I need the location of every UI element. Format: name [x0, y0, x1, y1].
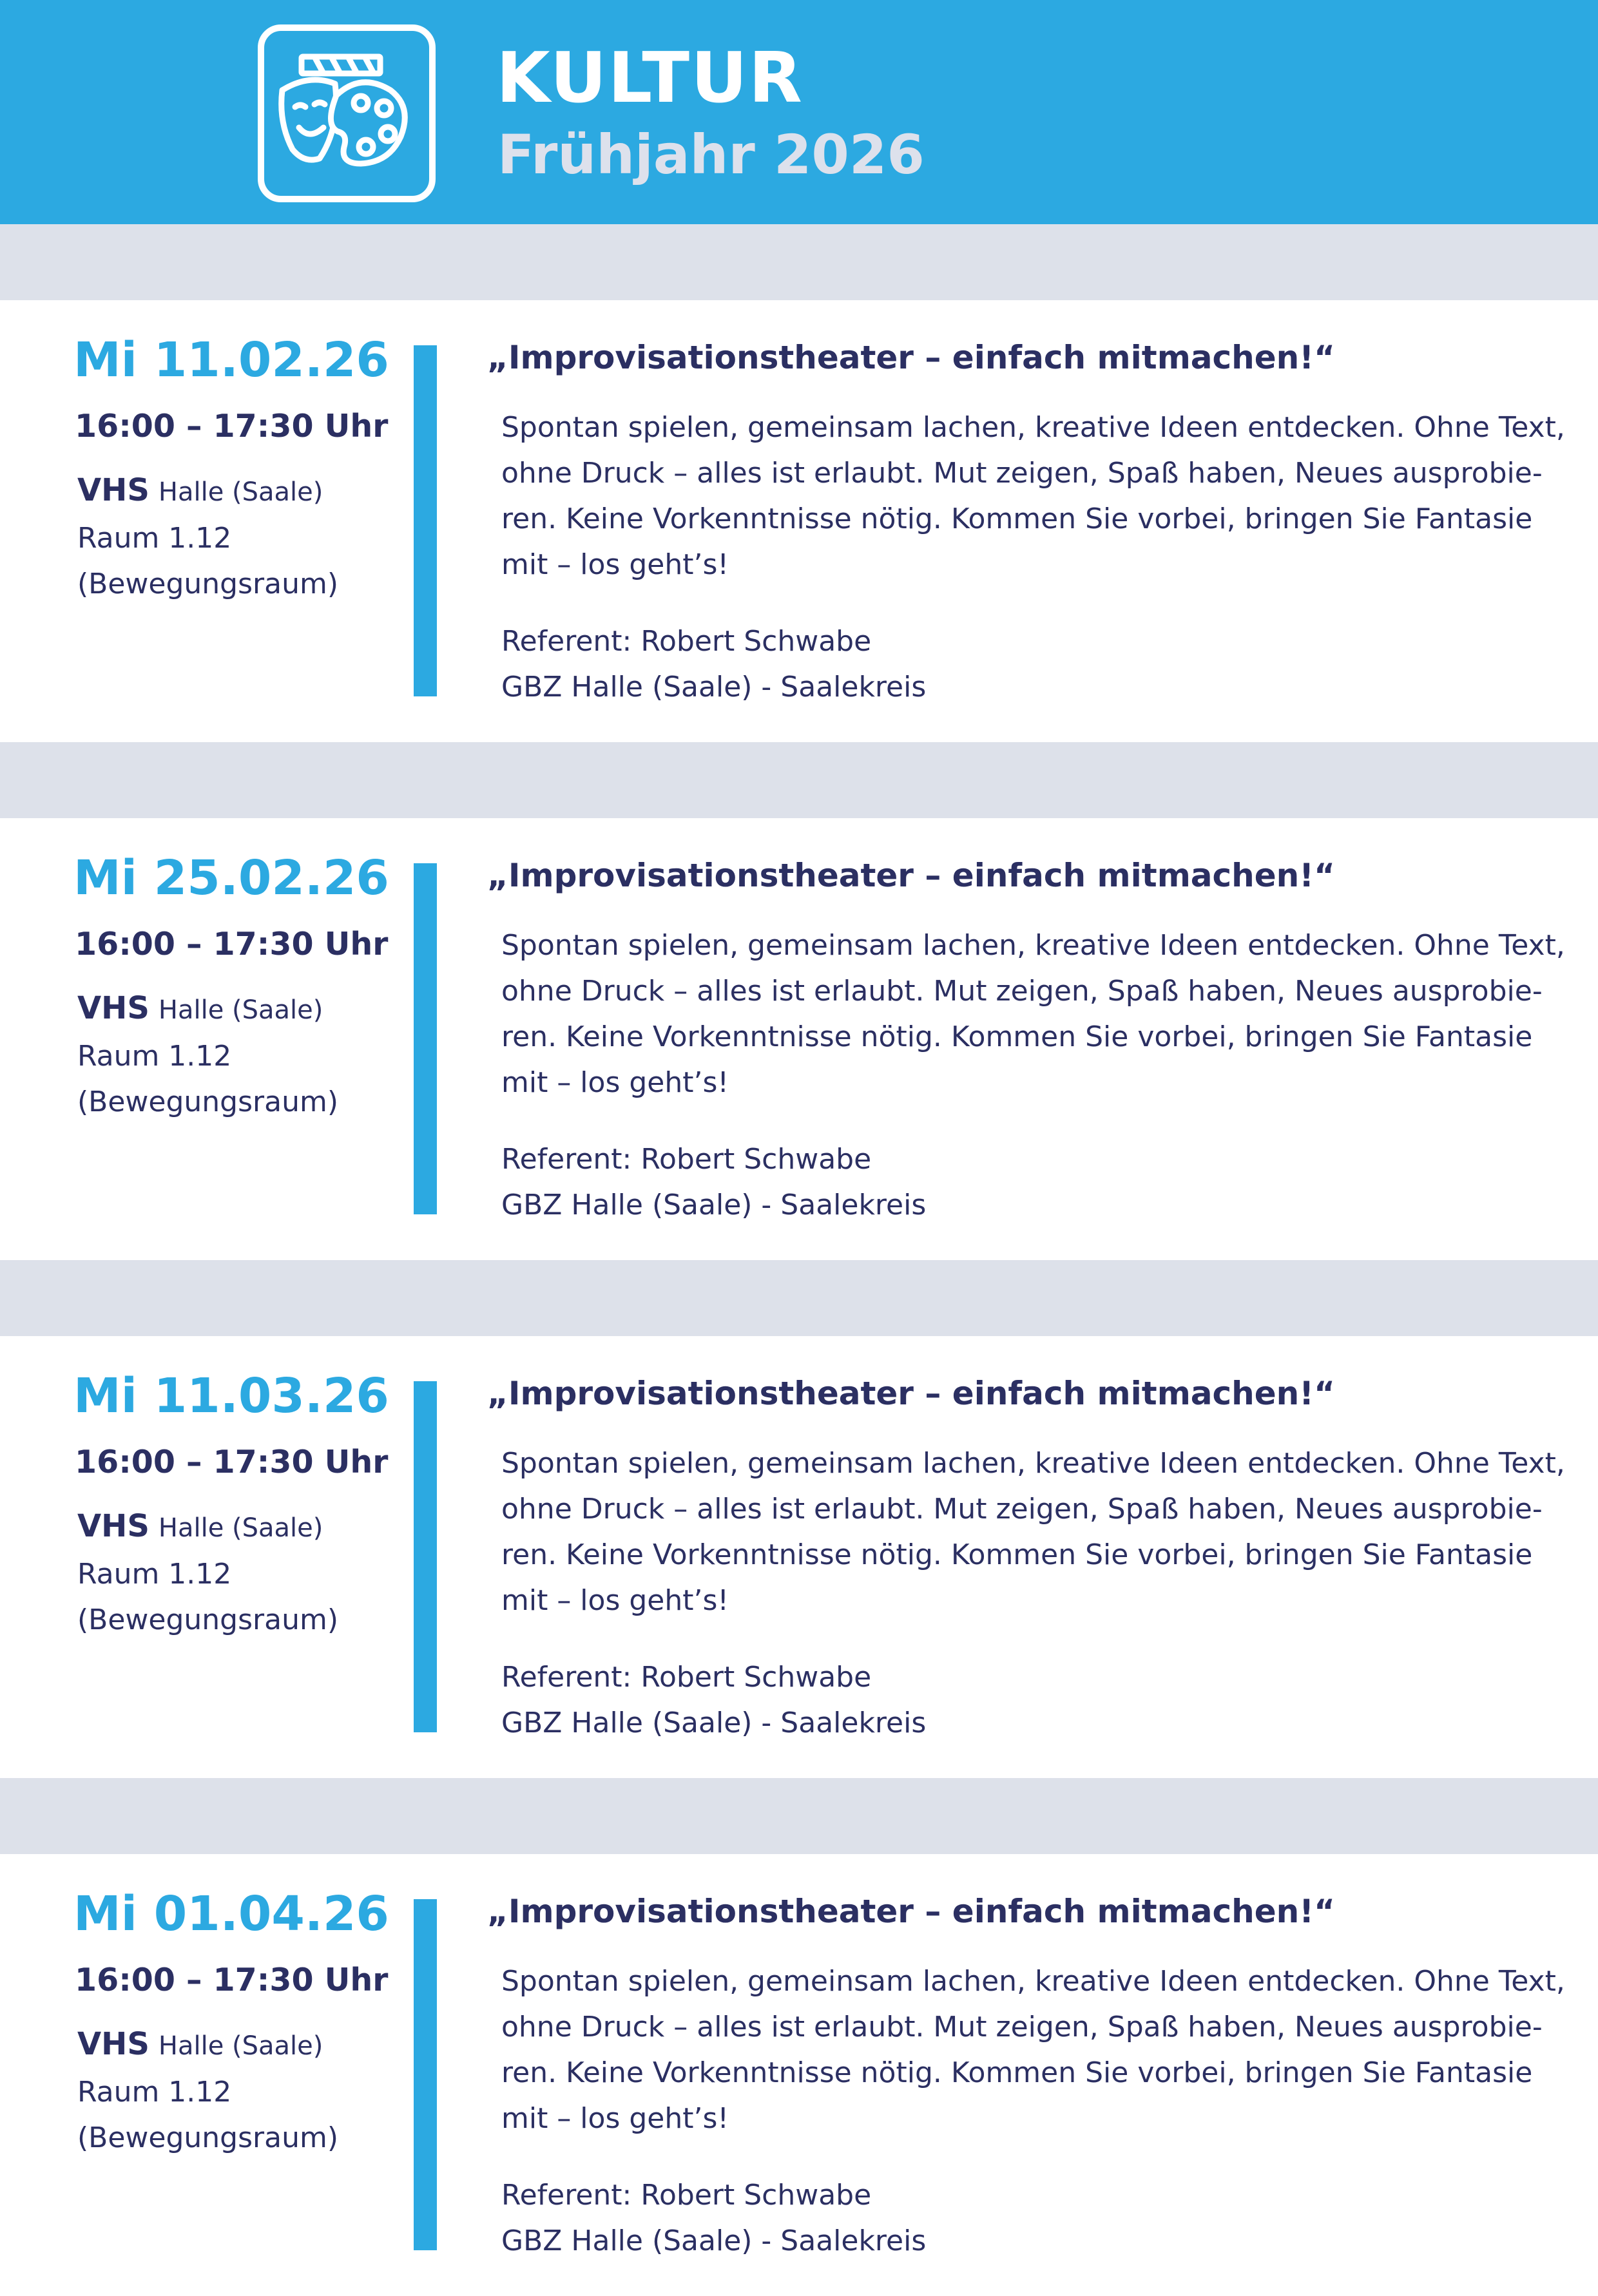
event-title: „Improvisationstheater – einfach mitmachen!“: [487, 1893, 1335, 1930]
event-referent: Referent: Robert Schwabe: [501, 625, 872, 658]
description-line: ohne Druck – alles ist erlaubt. Mut zeigen, Spaß haben, Neues ausprobie-: [501, 457, 1543, 490]
event-title: „Improvisationstheater – einfach mitmachen!“: [487, 857, 1335, 894]
event-credits: [501, 1136, 926, 1228]
location-org: VHS: [77, 990, 149, 1026]
event-time: 16:00 – 17:30 Uhr: [75, 408, 389, 445]
description-line: ren. Keine Vorkenntnisse nötig. Kommen Sie vorbei, bringen Sie Fantasie: [501, 1020, 1533, 1053]
event-credits: [501, 1654, 926, 1746]
theater-masks-palette-icon: [264, 31, 429, 196]
location-room-name: (Bewegungsraum): [77, 2121, 339, 2154]
description-line: ren. Keine Vorkenntnisse nötig. Kommen Sie vorbei, bringen Sie Fantasie: [501, 502, 1533, 535]
event-description: [501, 1440, 1565, 1623]
location-room: Raum 1.12: [77, 2076, 232, 2109]
location-city: Halle (Saale): [158, 995, 323, 1025]
event-location: [77, 986, 338, 1125]
event-date: Mi 11.03.26: [73, 1368, 389, 1424]
description-line: ren. Keine Vorkenntnisse nötig. Kommen Sie vorbei, bringen Sie Fantasie: [501, 1538, 1533, 1571]
page-subtitle: Frühjahr 2026: [497, 123, 925, 186]
event-date: Mi 25.02.26: [73, 850, 389, 906]
accent-bar: [414, 1381, 437, 1732]
description-line: mit – los geht’s!: [501, 1066, 729, 1099]
event-card: [0, 1336, 1598, 1778]
location-city: Halle (Saale): [158, 477, 323, 507]
page-title: KULTUR: [496, 38, 804, 119]
event-credits: [501, 2172, 926, 2264]
event-referent: Referent: Robert Schwabe: [501, 2179, 872, 2212]
page-header: [0, 0, 1598, 224]
section-divider: [0, 1260, 1598, 1336]
event-location: [77, 1504, 338, 1643]
location-city: Halle (Saale): [158, 1513, 323, 1543]
description-line: Spontan spielen, gemeinsam lachen, kreative Ideen entdecken. Ohne Text,: [501, 929, 1565, 962]
description-line: Spontan spielen, gemeinsam lachen, kreative Ideen entdecken. Ohne Text,: [501, 1447, 1565, 1480]
event-time: 16:00 – 17:30 Uhr: [75, 1444, 389, 1480]
description-line: ohne Druck – alles ist erlaubt. Mut zeigen, Spaß haben, Neues ausprobie-: [501, 975, 1543, 1008]
event-credits: [501, 618, 926, 710]
location-room: Raum 1.12: [77, 1558, 232, 1591]
accent-bar: [414, 863, 437, 1214]
event-description: [501, 1958, 1565, 2141]
event-organizer: GBZ Halle (Saale) - Saalekreis: [501, 2224, 927, 2257]
description-line: mit – los geht’s!: [501, 1584, 729, 1617]
event-title: „Improvisationstheater – einfach mitmachen!“: [487, 1375, 1335, 1412]
section-divider: [0, 1778, 1598, 1854]
event-time: 16:00 – 17:30 Uhr: [75, 926, 389, 962]
event-location: [77, 468, 338, 607]
event-referent: Referent: Robert Schwabe: [501, 1661, 872, 1694]
event-referent: Referent: Robert Schwabe: [501, 1143, 872, 1176]
description-line: Spontan spielen, gemeinsam lachen, kreative Ideen entdecken. Ohne Text,: [501, 411, 1565, 444]
event-card: [0, 1854, 1598, 2296]
description-line: ohne Druck – alles ist erlaubt. Mut zeigen, Spaß haben, Neues ausprobie-: [501, 1493, 1543, 1526]
section-divider: [0, 224, 1598, 300]
event-organizer: GBZ Halle (Saale) - Saalekreis: [501, 671, 927, 703]
location-org: VHS: [77, 2026, 149, 2062]
event-description: [501, 923, 1565, 1105]
kultur-logo: [258, 24, 436, 202]
event-description: [501, 405, 1565, 588]
accent-bar: [414, 1899, 437, 2250]
event-location: [77, 2022, 338, 2161]
location-room: Raum 1.12: [77, 522, 232, 555]
event-date: Mi 01.04.26: [73, 1886, 389, 1942]
location-city: Halle (Saale): [158, 2031, 323, 2061]
event-card: [0, 300, 1598, 742]
description-line: Spontan spielen, gemeinsam lachen, kreative Ideen entdecken. Ohne Text,: [501, 1965, 1565, 1998]
description-line: ohne Druck – alles ist erlaubt. Mut zeigen, Spaß haben, Neues ausprobie-: [501, 2011, 1543, 2043]
accent-bar: [414, 345, 437, 696]
description-line: mit – los geht’s!: [501, 2102, 729, 2135]
location-room-name: (Bewegungsraum): [77, 1086, 339, 1118]
event-organizer: GBZ Halle (Saale) - Saalekreis: [501, 1189, 927, 1221]
description-line: ren. Keine Vorkenntnisse nötig. Kommen Sie vorbei, bringen Sie Fantasie: [501, 2056, 1533, 2089]
section-divider: [0, 742, 1598, 818]
description-line: mit – los geht’s!: [501, 548, 729, 581]
event-title: „Improvisationstheater – einfach mitmachen!“: [487, 339, 1335, 376]
event-card: [0, 818, 1598, 1260]
location-room-name: (Bewegungsraum): [77, 568, 339, 600]
location-org: VHS: [77, 472, 149, 508]
location-room: Raum 1.12: [77, 1040, 232, 1073]
event-time: 16:00 – 17:30 Uhr: [75, 1962, 389, 1998]
event-organizer: GBZ Halle (Saale) - Saalekreis: [501, 1707, 927, 1739]
location-org: VHS: [77, 1508, 149, 1544]
location-room-name: (Bewegungsraum): [77, 1603, 339, 1636]
event-date: Mi 11.02.26: [73, 332, 389, 388]
